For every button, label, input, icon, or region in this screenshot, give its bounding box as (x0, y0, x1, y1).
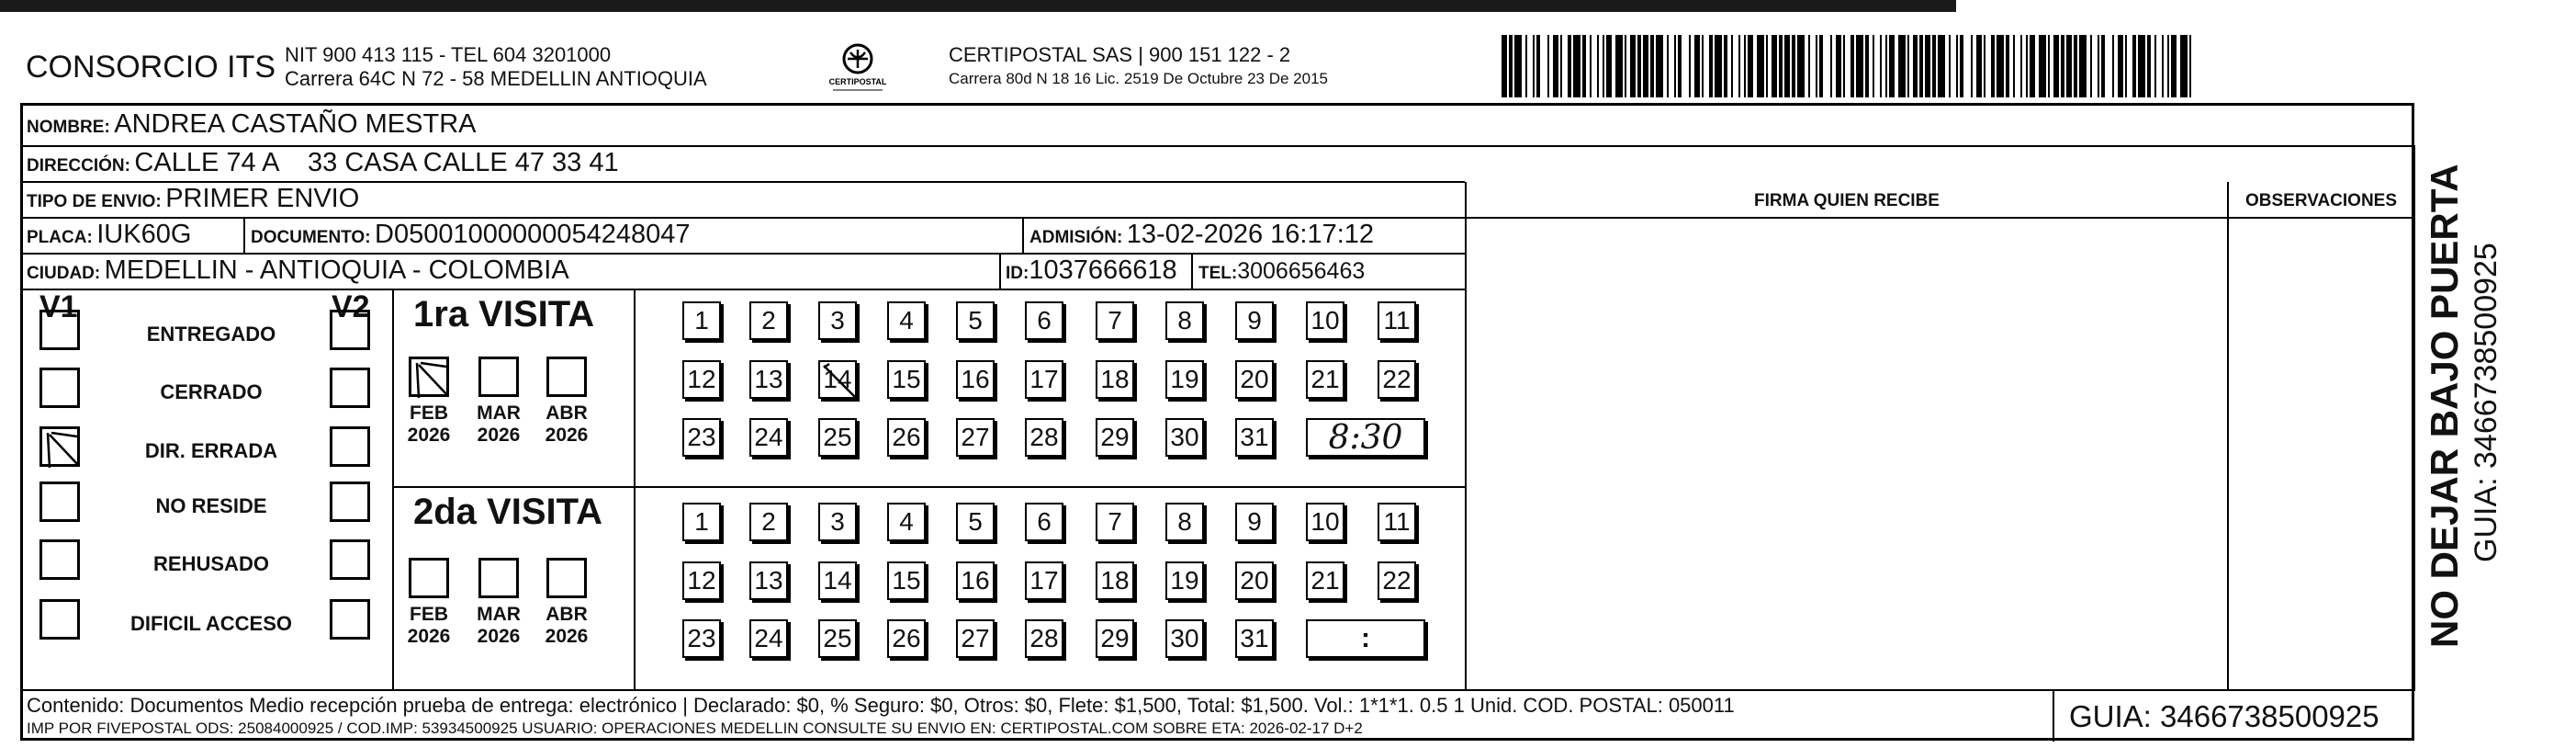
month-checkbox[interactable] (546, 357, 587, 397)
day-box[interactable]: 19 (1165, 561, 1204, 600)
row-divider (23, 689, 2415, 691)
day-box[interactable]: 24 (749, 418, 788, 457)
day-box[interactable]: 4 (887, 301, 926, 340)
day-box[interactable]: 27 (956, 418, 995, 457)
barcode-bar (1682, 35, 1689, 97)
barcode-bar (2039, 35, 2046, 97)
id-value: 1037666618 (1029, 255, 1177, 285)
barcode-bar (1823, 35, 1830, 97)
state-label: ENTREGADO (146, 323, 276, 346)
barcode-bar (1540, 35, 1547, 97)
day-box[interactable]: 12 (682, 360, 721, 399)
day-box[interactable]: 15 (887, 360, 926, 399)
day-box[interactable]: 15 (887, 561, 926, 600)
day-box[interactable]: 23 (682, 418, 721, 457)
day-box[interactable]: 11 (1378, 301, 1416, 340)
v1-checkbox[interactable] (39, 539, 80, 580)
day-box[interactable]: 26 (887, 418, 926, 457)
barcode-bar (1656, 35, 1663, 97)
id-label: ID: (1006, 264, 1029, 283)
day-box[interactable]: 3 (818, 503, 857, 541)
day-box[interactable]: 14 (818, 360, 857, 399)
month-label (403, 402, 455, 447)
v2-checkbox[interactable] (330, 310, 370, 350)
row-divider (23, 289, 1465, 290)
v2-checkbox[interactable] (330, 539, 370, 580)
month-year: 2026 (545, 425, 589, 446)
company-name: CONSORCIO ITS (26, 50, 276, 85)
day-box[interactable]: 2 (749, 503, 788, 541)
plate-value: IUK60G (96, 220, 192, 249)
day-box[interactable]: 12 (682, 561, 721, 600)
month-label (473, 402, 524, 447)
day-box[interactable]: 1 (682, 503, 721, 541)
v1-checkbox[interactable] (39, 482, 80, 522)
day-box[interactable]: 22 (1378, 561, 1416, 600)
city-label: CIUDAD: (27, 264, 101, 283)
day-box[interactable]: 21 (1306, 360, 1344, 399)
warning-text: NO DEJAR BAJO PUERTA (2423, 164, 2466, 648)
day-box[interactable]: 28 (1025, 418, 1063, 457)
v1-header: V1 (39, 289, 78, 324)
state-label: DIR. ERRADA (144, 439, 278, 462)
day-box[interactable]: 8 (1165, 503, 1204, 541)
day-box[interactable]: 5 (956, 301, 995, 340)
day-box[interactable]: 6 (1025, 503, 1063, 541)
barcode-bar (1615, 35, 1623, 97)
day-box[interactable]: 7 (1096, 301, 1134, 340)
recipient-address: CALLE 74 A 33 CASA CALLE 47 33 41 (134, 148, 619, 177)
row-divider (23, 253, 1465, 255)
month-checkbox[interactable] (409, 558, 449, 598)
barcode-bar (2180, 35, 2188, 97)
month-year: 2026 (407, 626, 451, 647)
month-label (403, 604, 455, 648)
v2-checkbox[interactable] (330, 482, 370, 522)
day-box[interactable]: 5 (956, 503, 995, 541)
day-box[interactable]: 16 (956, 360, 995, 399)
time-box[interactable]: 8:30 (1306, 418, 1425, 457)
month-label (541, 402, 592, 447)
month-name: FEB (410, 402, 448, 424)
plate-label: PLACA: (27, 228, 93, 247)
day-box[interactable]: 23 (682, 619, 721, 658)
day-box[interactable]: 9 (1235, 301, 1274, 340)
v2-checkbox[interactable] (330, 426, 370, 467)
day-box[interactable]: 25 (818, 619, 857, 658)
day-box[interactable]: 2 (749, 301, 788, 340)
day-box[interactable]: 9 (1235, 503, 1274, 541)
day-box[interactable]: 8 (1165, 301, 1204, 340)
visit-divider (392, 486, 1465, 488)
v1-checkbox[interactable] (39, 599, 80, 640)
barcode-bar (2138, 35, 2145, 97)
day-box[interactable]: 26 (887, 619, 926, 658)
v1-checkbox[interactable] (39, 426, 80, 467)
tel-label: TEL: (1198, 264, 1238, 283)
admission-value: 13-02-2026 16:17:12 (1126, 220, 1375, 249)
day-box[interactable]: 29 (1096, 619, 1134, 658)
certipostal-logo (822, 39, 894, 96)
city-value: MEDELLIN - ANTIOQUIA - COLOMBIA (104, 255, 569, 285)
v2-header: V2 (332, 289, 370, 324)
time-box[interactable]: : (1306, 619, 1425, 658)
day-box[interactable]: 29 (1096, 418, 1134, 457)
month-name: MAR (477, 604, 521, 625)
day-box[interactable]: 31 (1235, 418, 1274, 457)
day-box[interactable]: 21 (1306, 561, 1344, 600)
day-box[interactable]: 1 (682, 301, 721, 340)
day-box[interactable]: 18 (1096, 561, 1134, 600)
carrier-info: CERTIPOSTAL SAS | 900 151 122 - 2 (949, 43, 1291, 66)
month-label (473, 604, 524, 648)
state-label: REHUSADO (153, 552, 269, 575)
day-box[interactable]: 19 (1165, 360, 1204, 399)
day-box[interactable]: 4 (887, 503, 926, 541)
col-divider (2413, 145, 2415, 690)
day-box[interactable]: 13 (749, 360, 788, 399)
logo-text: CERTIPOSTAL (828, 77, 887, 86)
first-visit-title: 1ra VISITA (413, 294, 595, 334)
guide-form (20, 103, 2414, 741)
day-box[interactable]: 17 (1025, 360, 1063, 399)
day-box[interactable]: 20 (1235, 360, 1274, 399)
admission-label: ADMISIÓN: (1029, 228, 1123, 247)
col-divider (999, 254, 1001, 289)
col-divider (1465, 182, 1467, 690)
v1-checkbox[interactable] (39, 310, 80, 350)
day-box[interactable]: 13 (749, 561, 788, 600)
barcode-bar (1997, 35, 2004, 97)
signature-header: FIRMA QUIEN RECIBE (1754, 191, 1940, 210)
second-visit-title: 2da VISITA (413, 492, 602, 532)
day-box[interactable]: 7 (1096, 503, 1134, 541)
month-name: FEB (410, 604, 448, 625)
address-label: DIRECCIÓN: (27, 156, 130, 176)
document-label: DOCUMENTO: (251, 228, 371, 247)
day-box[interactable]: 10 (1306, 503, 1344, 541)
month-year: 2026 (477, 425, 521, 446)
day-box[interactable]: 3 (818, 301, 857, 340)
day-box[interactable]: 25 (818, 418, 857, 457)
day-box[interactable]: 30 (1165, 619, 1204, 658)
barcode-bar (2079, 35, 2087, 97)
barcode-bar (1938, 35, 1945, 97)
day-box[interactable]: 20 (1235, 561, 1274, 600)
shipping-type-label: TIPO DE ENVIO: (27, 192, 162, 211)
barcode-bar (2191, 35, 2195, 97)
col-divider (1022, 218, 1024, 254)
day-box[interactable]: 16 (956, 561, 995, 600)
month-checkbox[interactable] (546, 558, 587, 598)
barcode-bar (1797, 35, 1805, 97)
carrier-license: Carrera 80d N 18 16 Lic. 2519 De Octubre 23 De 2015 (949, 70, 1328, 87)
month-name: ABR (546, 402, 588, 424)
month-year: 2026 (477, 626, 521, 647)
row-divider (23, 145, 2415, 147)
v1-checkbox[interactable] (39, 368, 80, 408)
month-checkbox[interactable] (409, 357, 449, 397)
recipient-name: ANDREA CASTAÑO MESTRA (114, 109, 477, 139)
v2-checkbox[interactable] (330, 599, 370, 640)
barcode-bar (1715, 35, 1722, 97)
barcode-bar (1573, 35, 1580, 97)
day-box[interactable]: 22 (1378, 360, 1416, 399)
content-line: Contenido: Documentos Medio recepción prueba de entrega: electrónico | Declarado: $0, % Seguro: $0, Otros: $0, Flete: $1,500, Total: $1,500. Vol.: 1*1*1. 0.5 1 Unid. COD. POSTAL: 050011 (27, 694, 1735, 717)
tel-value: 3006656463 (1237, 258, 1366, 284)
col-divider (2227, 182, 2229, 690)
footer-guia: GUIA: 3466738500925 (2069, 699, 2379, 733)
col-divider (243, 218, 245, 254)
barcode-bar (1757, 35, 1764, 97)
day-box[interactable]: 11 (1378, 503, 1416, 541)
day-box[interactable]: 24 (749, 619, 788, 658)
observations-header: OBSERVACIONES (2244, 191, 2398, 210)
col-divider (392, 289, 394, 690)
month-year: 2026 (407, 425, 451, 446)
month-checkbox[interactable] (478, 357, 519, 397)
col-divider (634, 289, 636, 690)
month-name: ABR (546, 604, 588, 625)
name-label: NOMBRE: (27, 118, 110, 137)
day-box[interactable]: 17 (1025, 561, 1063, 600)
day-box[interactable]: 27 (956, 619, 995, 658)
barcode-bar (2105, 35, 2112, 97)
state-label: CERRADO (160, 380, 263, 403)
barcode-bar (1898, 35, 1906, 97)
company-address: Carrera 64C N 72 - 58 MEDELLIN ANTIOQUIA (285, 67, 707, 90)
day-box[interactable]: 14 (818, 561, 857, 600)
top-border-band (0, 0, 1956, 12)
barcode-bar (1963, 35, 1971, 97)
shipping-type: PRIMER ENVIO (165, 184, 360, 213)
row-divider (23, 217, 2415, 219)
day-box[interactable]: 28 (1025, 619, 1063, 658)
day-box[interactable]: 10 (1306, 301, 1344, 340)
side-guia: GUIA: 3466738500925 (2469, 243, 2503, 562)
month-label (541, 604, 592, 648)
barcode-bar (1514, 35, 1522, 97)
barcode-bar (1856, 35, 1863, 97)
month-name: MAR (477, 402, 521, 424)
month-year: 2026 (545, 626, 589, 647)
company-nit: NIT 900 413 115 - TEL 604 3201000 (285, 43, 612, 66)
shipment-barcode (1502, 35, 2195, 97)
day-box[interactable]: 30 (1165, 418, 1204, 457)
row-divider (23, 181, 1465, 183)
day-box[interactable]: 6 (1025, 301, 1063, 340)
state-label: DIFICIL ACCESO (129, 612, 292, 635)
imp-line: IMP POR FIVEPOSTAL ODS: 25084000925 / COD.IMP: 53934500925 USUARIO: OPERACIONES MEDELLIN CONSULTE SU ENVIO EN: CERTIPOSTAL.COM SOBRE ETA: 2026-02-17 D+2 (27, 720, 1363, 737)
col-divider (2053, 689, 2054, 742)
month-checkbox[interactable] (478, 558, 519, 598)
col-divider (1191, 254, 1193, 289)
v2-checkbox[interactable] (330, 368, 370, 408)
document-value: D05001000000054248047 (375, 220, 691, 249)
day-box[interactable]: 18 (1096, 360, 1134, 399)
state-label: NO RESIDE (155, 494, 267, 517)
day-box[interactable]: 31 (1235, 619, 1274, 658)
